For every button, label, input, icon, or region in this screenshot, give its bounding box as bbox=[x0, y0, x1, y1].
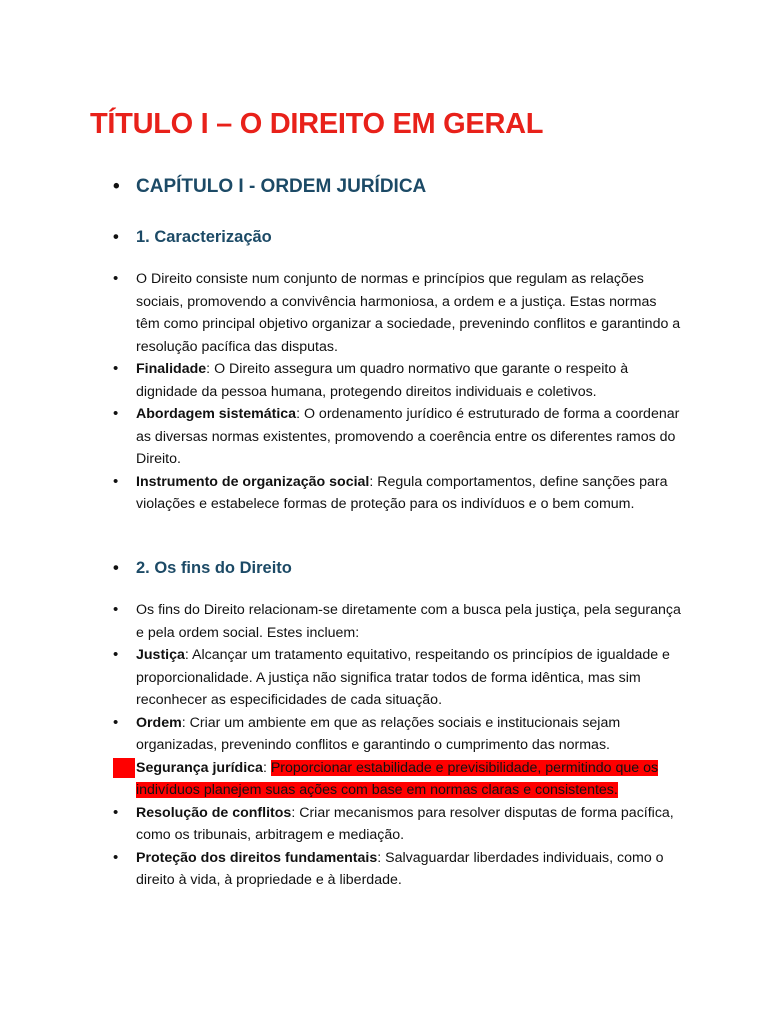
highlight-bullet-mark bbox=[113, 758, 135, 778]
list-item bbox=[113, 358, 683, 403]
caracterizacao-list bbox=[113, 268, 683, 516]
item-term: Proteção dos direitos fundamentais bbox=[136, 849, 378, 866]
section-heading-caracterizacao: • 1. Caracterização bbox=[113, 226, 272, 248]
list-item bbox=[113, 471, 683, 516]
section-heading-list-1 bbox=[113, 226, 272, 248]
item-text: Salvaguardar liberdades individuais, como o direito à vida, à propriedade e à liberdade. bbox=[136, 849, 664, 888]
fins-do-direito-list bbox=[113, 599, 683, 892]
item-separator: : bbox=[377, 849, 386, 866]
item-text: O ordenamento jurídico é estruturado de forma a coordenar as diversas normas existentes, promovendo a coerência entre os diferentes ramos do Direito. bbox=[136, 406, 680, 467]
list-item bbox=[113, 712, 683, 757]
item-separator: : bbox=[296, 406, 304, 422]
item-text: O Direito assegura um quadro normativo que garante o respeito à dignidade da pessoa humana, protegendo direitos individuais e coletivos. bbox=[136, 361, 629, 400]
item-separator: : bbox=[291, 804, 300, 821]
item-term: Resolução de conflitos bbox=[136, 804, 292, 821]
item-separator: : bbox=[184, 647, 193, 663]
section-heading-list-2 bbox=[113, 557, 292, 579]
item-separator: : bbox=[262, 759, 271, 776]
item-separator: : bbox=[181, 714, 190, 731]
item-text: Criar mecanismos para resolver disputas de forma pacífica, como os tribunais, arbitragem e mediação. bbox=[136, 804, 674, 843]
list-item bbox=[113, 599, 683, 644]
item-text: Os fins do Direito relacionam-se diretamente com a busca pela justiça, pela segurança e pela ordem social. Estes incluem: bbox=[136, 602, 681, 641]
item-term: Instrumento de organização social bbox=[136, 473, 370, 490]
item-text: Regula comportamentos, define sanções para violações e estabelece formas de proteção para os indivíduos e o bem comum. bbox=[136, 473, 668, 512]
item-term: Segurança jurídica bbox=[136, 759, 263, 776]
chapter-heading: • CAPÍTULO I - ORDEM JURÍDICA bbox=[113, 174, 426, 200]
list-item bbox=[113, 403, 683, 471]
section-heading-fins-do-direito: • 2. Os fins do Direito bbox=[113, 557, 292, 579]
list-item bbox=[113, 802, 683, 847]
list-item-highlighted bbox=[113, 757, 683, 802]
highlighted-text: Proporcionar estabilidade e previsibilidade, permitindo que os indivíduos planejem suas ações com base em normas claras e consistentes. bbox=[136, 759, 659, 798]
item-separator: : bbox=[369, 473, 378, 490]
item-text: Criar um ambiente em que as relações sociais e institucionais sejam organizadas, prevenindo conflitos e garantindo o cumprimento das normas. bbox=[136, 714, 621, 753]
list-item bbox=[113, 268, 683, 358]
item-text: O Direito consiste num conjunto de normas e princípios que regulam as relações sociais, promovendo a convivência harmoniosa, a ordem e a justiça. Estas normas têm como principal objetivo organizar a sociedade, prevenindo conflitos e garantindo a resolução pacífica das disputas. bbox=[136, 271, 681, 355]
item-term: Justiça bbox=[136, 647, 185, 663]
item-term: Ordem bbox=[136, 714, 182, 731]
item-term: Abordagem sistemática bbox=[136, 406, 297, 422]
item-term: Finalidade bbox=[136, 361, 207, 377]
chapter-heading-list bbox=[113, 174, 426, 200]
item-text: Alcançar um tratamento equitativo, respeitando os princípios de igualdade e proporcionalidade. A justiça não significa tratar todos de forma idêntica, mas sim reconhecer as especificidades de cada situação. bbox=[136, 647, 670, 708]
list-item bbox=[113, 847, 683, 892]
item-separator: : bbox=[206, 361, 215, 377]
list-item bbox=[113, 644, 683, 712]
document-title: TÍTULO I – O DIREITO EM GERAL bbox=[90, 108, 544, 140]
